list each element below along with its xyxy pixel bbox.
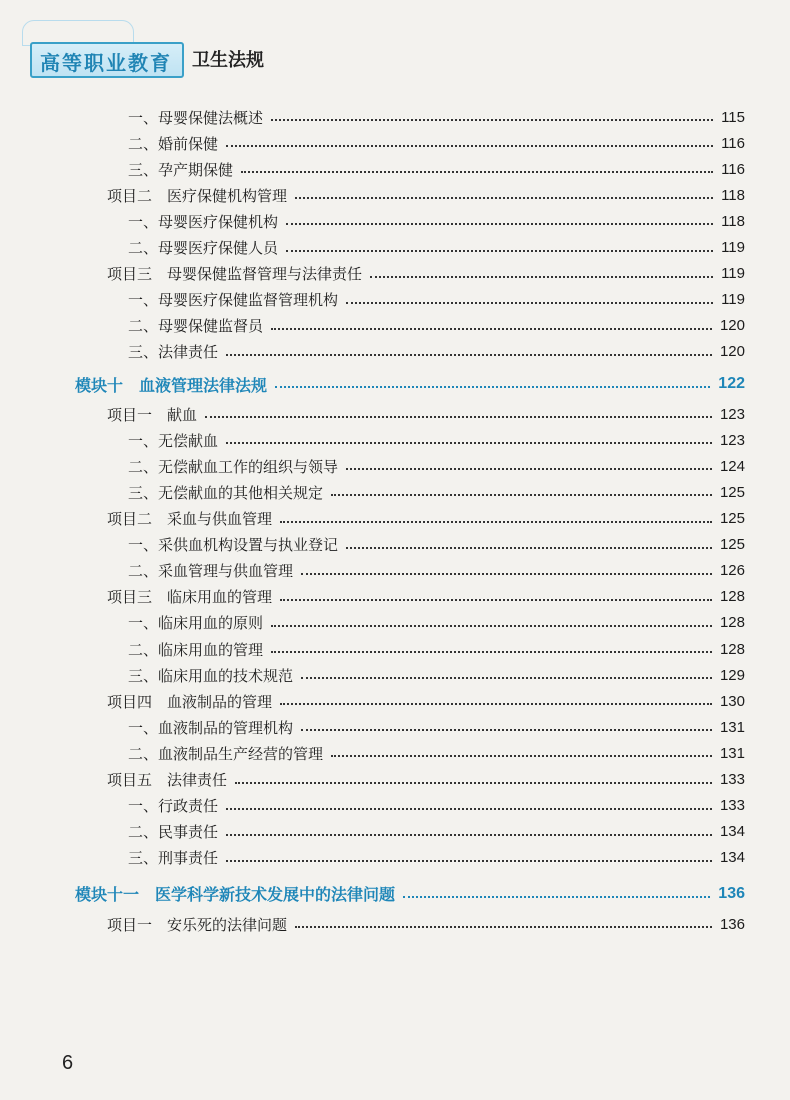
toc-entry-title: 三、无偿献血的其他相关规定 — [128, 483, 324, 502]
toc-section-entry — [128, 339, 745, 365]
toc-project-entry — [107, 401, 745, 427]
toc-entry-page: 134 — [719, 849, 745, 867]
toc-section-entry — [128, 532, 745, 558]
toc-entry-page: 115 — [721, 108, 745, 126]
toc-entry-page: 133 — [719, 771, 745, 788]
book-title: 卫生法规 — [192, 50, 264, 71]
toc-project-entry — [107, 767, 745, 793]
dot-leader — [346, 468, 712, 470]
toc-entry-page: 136 — [718, 884, 745, 902]
toc-entry-page: 124 — [719, 457, 745, 475]
toc-section-entry — [128, 287, 745, 313]
toc-section-entry — [128, 740, 745, 766]
series-badge — [30, 42, 184, 78]
toc-entry-page: 120 — [719, 317, 745, 335]
toc-section-entry — [128, 208, 745, 234]
toc-entry-title: 二、婚前保健 — [128, 134, 219, 153]
toc-entry-page: 119 — [721, 239, 745, 256]
toc-entry-page: 122 — [718, 375, 745, 392]
toc-entry-title: 二、无偿献血工作的组织与领导 — [128, 457, 339, 476]
page-number: 6 — [62, 1052, 74, 1074]
dot-leader — [205, 416, 712, 418]
toc-entry-title: 模块十 血液管理法律法规 — [75, 375, 268, 395]
toc-entry-title: 项目三 临床用血的管理 — [107, 588, 273, 607]
toc-entry-page: 116 — [721, 160, 745, 178]
toc-entry-title: 一、行政责任 — [128, 797, 219, 816]
toc-entry-title: 项目一 安乐死的法律问题 — [107, 915, 288, 934]
dot-leader — [280, 521, 712, 523]
toc-entry-page: 128 — [719, 614, 745, 632]
dot-leader — [331, 755, 712, 757]
dot-leader — [346, 547, 712, 549]
toc-entry-title: 二、血液制品生产经营的管理 — [128, 744, 324, 763]
toc-entry-title: 三、孕产期保健 — [128, 160, 234, 179]
toc-entry-title: 模块十一 医学科学新技术发展中的法律问题 — [75, 885, 396, 905]
dot-leader — [275, 386, 710, 388]
dot-leader — [271, 651, 712, 653]
toc-entry-page: 123 — [719, 405, 745, 423]
toc-entry-title: 项目二 医疗保健机构管理 — [107, 186, 288, 205]
dot-leader — [271, 328, 712, 330]
toc-entry-page: 125 — [719, 510, 745, 527]
toc-entry-page: 129 — [719, 666, 745, 684]
dot-leader — [280, 703, 712, 705]
toc-project-entry — [107, 688, 745, 714]
toc-entry-page: 130 — [719, 692, 745, 710]
toc-section-entry — [128, 235, 745, 261]
toc-entry-page: 126 — [719, 562, 745, 580]
toc-section-entry — [128, 819, 745, 845]
dot-leader — [241, 171, 713, 173]
toc-entry-title: 一、临床用血的原则 — [128, 614, 264, 633]
series-title: 高等职业教育 — [40, 51, 172, 75]
toc-entry-title: 一、血液制品的管理机构 — [128, 718, 294, 737]
toc-entry-page: 123 — [719, 431, 745, 449]
toc-entry-page: 125 — [719, 483, 745, 501]
toc-section-entry — [128, 558, 745, 584]
toc-section-entry — [128, 156, 745, 182]
toc-section-entry — [128, 845, 745, 871]
toc-entry-title: 一、母婴医疗保健监督管理机构 — [128, 291, 339, 310]
dot-leader — [295, 197, 713, 199]
toc-entry-page: 136 — [719, 915, 745, 933]
toc-entry-page: 116 — [721, 134, 745, 152]
toc-entry-page: 125 — [719, 536, 745, 554]
dot-leader — [271, 625, 712, 627]
toc-entry-page: 134 — [719, 823, 745, 841]
toc-entry-page: 119 — [721, 265, 745, 283]
toc-section-entry — [128, 714, 745, 740]
toc-entry-title: 一、无偿献血 — [128, 431, 219, 450]
toc-section-entry — [128, 104, 745, 130]
dot-leader — [301, 573, 712, 575]
toc-entry-page: 128 — [719, 640, 745, 658]
dot-leader — [331, 494, 712, 496]
toc-module-entry — [75, 371, 745, 397]
toc-module-entry — [75, 881, 745, 907]
dot-leader — [403, 896, 710, 898]
toc-entry-title: 三、刑事责任 — [128, 849, 219, 868]
toc-entry-page: 128 — [719, 588, 745, 606]
toc-entry-title: 项目三 母婴保健监督管理与法律责任 — [107, 265, 363, 284]
dot-leader — [280, 599, 712, 601]
toc-entry-title: 二、母婴医疗保健人员 — [128, 239, 279, 257]
toc-project-entry — [107, 182, 745, 208]
toc-entry-title: 项目四 血液制品的管理 — [107, 692, 273, 711]
toc-section-entry — [128, 453, 745, 479]
toc-entry-page: 118 — [721, 186, 745, 204]
toc-entry-page: 133 — [719, 797, 745, 815]
toc-section-entry — [128, 793, 745, 819]
dot-leader — [370, 276, 713, 278]
toc-entry-title: 一、母婴保健法概述 — [128, 108, 264, 127]
dot-leader — [301, 729, 712, 731]
dot-leader — [346, 302, 713, 304]
toc-section-entry — [128, 130, 745, 156]
toc-section-entry — [128, 610, 745, 636]
toc-entry-title: 二、民事责任 — [128, 823, 219, 842]
dot-leader — [295, 926, 712, 928]
toc-entry-title: 项目一 献血 — [107, 405, 198, 424]
dot-leader — [226, 808, 712, 810]
toc-entry-page: 131 — [719, 744, 745, 762]
toc-section-entry — [128, 427, 745, 453]
toc-project-entry — [107, 584, 745, 610]
toc-entry-title: 二、母婴保健监督员 — [128, 317, 264, 336]
toc-entry-page: 120 — [719, 343, 745, 361]
toc-entry-page: 118 — [721, 212, 745, 230]
toc-entry-title: 项目二 采血与供血管理 — [107, 510, 273, 528]
toc-project-entry — [107, 261, 745, 287]
dot-leader — [286, 250, 713, 252]
toc-section-entry — [128, 636, 745, 662]
toc-project-entry — [107, 506, 745, 532]
toc-section-entry — [128, 479, 745, 505]
dot-leader — [271, 119, 713, 121]
toc-entry-title: 三、法律责任 — [128, 343, 219, 362]
dot-leader — [286, 223, 713, 225]
toc-section-entry — [128, 662, 745, 688]
toc-project-entry — [107, 911, 745, 937]
toc-entry-title: 二、采血管理与供血管理 — [128, 562, 294, 581]
toc-entry-title: 一、采供血机构设置与执业登记 — [128, 536, 339, 555]
toc-entry-title: 一、母婴医疗保健机构 — [128, 212, 279, 231]
dot-leader — [235, 782, 712, 784]
toc-entry-page: 119 — [721, 291, 745, 309]
dot-leader — [226, 145, 713, 147]
toc-entry-title: 二、临床用血的管理 — [128, 640, 264, 659]
page-header — [18, 12, 318, 82]
dot-leader — [226, 860, 712, 862]
toc-entry-page: 131 — [719, 718, 745, 736]
toc-entry-title: 三、临床用血的技术规范 — [128, 666, 294, 685]
toc-entry-title: 项目五 法律责任 — [107, 771, 228, 789]
dot-leader — [226, 834, 712, 836]
toc-section-entry — [128, 313, 745, 339]
dot-leader — [226, 354, 712, 356]
dot-leader — [226, 442, 712, 444]
dot-leader — [301, 677, 712, 679]
